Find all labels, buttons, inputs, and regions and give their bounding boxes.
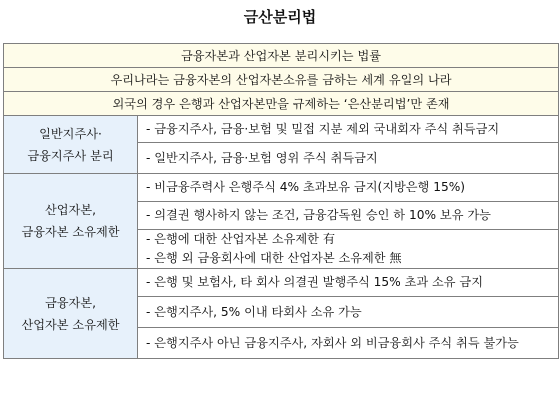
table-row xyxy=(4,269,559,297)
regulation-table xyxy=(3,43,559,359)
category-label: 일반지주사· xyxy=(39,126,102,141)
rule-item: - 은행에 대한 산업자본 소유제한 有 xyxy=(146,232,336,246)
rule-item: - 의결권 행사하지 않는 조건, 금융감독원 승인 하 10% 보유 가능 xyxy=(138,202,559,230)
rule-item: - 은행 외 금융회사에 대한 산업자본 소유제한 無 xyxy=(146,251,402,265)
category-label: 산업자본, xyxy=(45,203,96,217)
table-row xyxy=(4,174,559,202)
rule-item: - 일반지주사, 금융·보험 영위 주식 취득금지 xyxy=(138,143,559,174)
intro-row xyxy=(4,44,559,68)
intro-row xyxy=(4,68,559,92)
intro-text: 금융자본과 산업자본 분리시키는 법률 xyxy=(4,44,559,68)
rule-item: - 은행 및 보험사, 타 회사 의결권 발행주식 15% 초과 소유 금지 xyxy=(138,269,559,297)
rule-item: - 은행지주사, 5% 이내 타회사 소유 가능 xyxy=(138,297,559,328)
rule-item: - 금융지주사, 금융·보험 및 밀접 지분 제외 국내회자 주식 취득금지 xyxy=(138,116,559,143)
category-label: 금융자본, xyxy=(45,295,96,310)
intro-text: 우리나라는 금융자본의 산업자본소유를 금하는 세계 유일의 나라 xyxy=(4,68,559,92)
rule-item: - 비금융주력사 은행주식 4% 초과보유 금지(지방은행 15%) xyxy=(138,174,559,202)
rule-item-group xyxy=(138,230,559,269)
category-cell xyxy=(4,116,138,174)
document-title: 금산분리법 xyxy=(243,8,317,26)
category-cell xyxy=(4,269,138,359)
intro-text: 외국의 경우 은행과 산업자본만을 규제하는 ‘은산분리법’만 존재 xyxy=(4,92,559,116)
category-label: 금융지주사 분리 xyxy=(27,148,114,163)
intro-row xyxy=(4,92,559,116)
table-row xyxy=(4,116,559,143)
category-label: 산업자본 소유제한 xyxy=(21,317,120,332)
rule-item: - 은행지주사 아닌 금융지주사, 자회사 외 비금융회사 주식 취득 불가능 xyxy=(138,328,559,359)
category-cell xyxy=(4,174,138,269)
category-label: 금융자본 소유제한 xyxy=(21,225,120,239)
